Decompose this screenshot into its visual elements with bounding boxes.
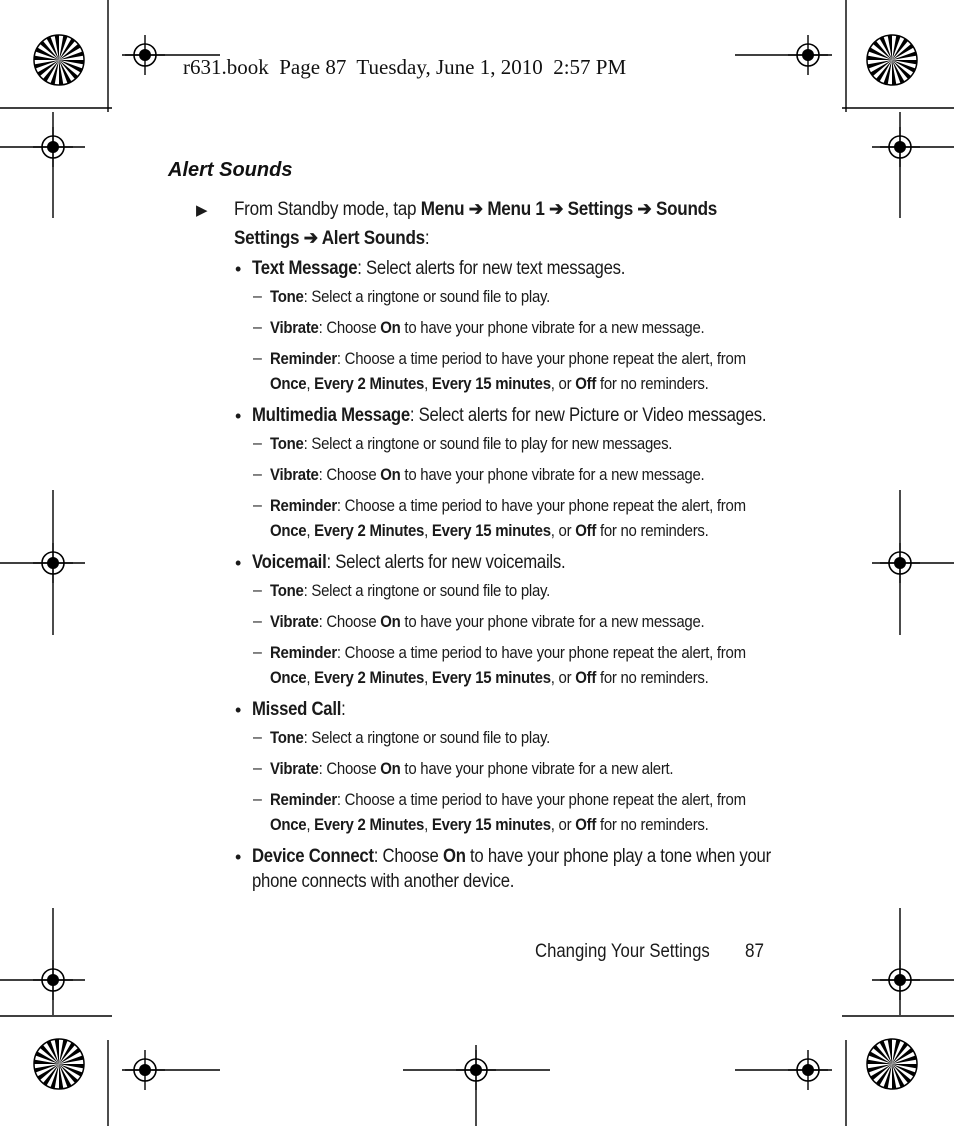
sub-item [270,788,746,812]
intro-suffix: : [424,228,430,249]
sub-item-desc: : Select a ringtone or sound file to play. [303,581,551,600]
separator-text: , or [550,521,576,540]
list-item-continuation [252,870,514,894]
path-separator-icon: ➔ [299,228,322,249]
sub-item-label: Vibrate [270,465,319,484]
sub-item-label: Reminder [270,496,337,515]
item-desc: phone connects with another device. [252,871,515,892]
item-label: Device Connect [252,846,374,867]
list-item [252,404,766,428]
item-label: Multimedia Message [252,405,410,426]
separator-text: , or [550,374,576,393]
sub-item [270,726,550,750]
sub-item-label: Vibrate [270,318,319,337]
sub-item-desc: : Select a ringtone or sound file to play. [303,728,551,747]
option-value: Every 2 Minutes [314,374,425,393]
option-value: On [380,612,401,631]
separator-text: , [306,521,315,540]
item-label: Text Message [252,258,358,279]
sub-item-desc: to have your phone vibrate for a new message. [400,612,705,631]
sub-item-label: Vibrate [270,759,319,778]
item-desc: : Select alerts for new Picture or Video messages. [409,405,767,426]
item-label: Voicemail [252,552,327,573]
dash-bullet-icon: – [253,466,262,483]
item-desc: : [341,699,346,720]
sub-item-desc: : Choose a time period to have your phone repeat the alert, from [336,643,746,662]
sub-item-desc: : Choose [318,318,381,337]
sub-item-desc: to have your phone vibrate for a new alert. [400,759,674,778]
separator-text: , or [550,815,576,834]
option-value: Every 2 Minutes [314,521,425,540]
bullet-icon: • [235,553,242,573]
separator-text: , [424,815,432,834]
sub-item-label: Tone [270,581,304,600]
option-value: Once [270,815,307,834]
option-value: Off [575,521,597,540]
sub-item-desc: to have your phone vibrate for a new message. [400,465,705,484]
print-header: r631.book Page 87 Tuesday, June 1, 2010 2:57 PM [183,55,627,79]
sub-item-desc: for no reminders. [596,521,709,540]
dash-bullet-icon: – [253,582,262,599]
separator-text: , [424,521,432,540]
sub-item [270,285,550,309]
sub-item-label: Tone [270,728,304,747]
sub-item-desc: : Choose [318,612,381,631]
sub-item [270,579,550,603]
sub-item [270,432,672,456]
sub-item-desc: : Select a ringtone or sound file to play for new messages. [303,434,673,453]
dash-bullet-icon: – [253,319,262,336]
option-value: Every 15 minutes [431,374,551,393]
menu-path-item: Alert Sounds [321,228,425,249]
dash-bullet-icon: – [253,729,262,746]
menu-path-item: Menu [420,199,465,220]
option-value: On [380,318,401,337]
section-title: Alert Sounds [168,159,293,181]
sub-item-continuation [270,372,709,396]
bullet-arrow-icon: ▶ [196,202,208,219]
sub-item-desc: : Choose a time period to have your phone repeat the alert, from [336,349,746,368]
page-number: 87 [745,941,765,962]
list-item [252,257,625,281]
intro-prefix: From Standby mode, tap [234,199,421,220]
separator-text: , [306,374,315,393]
path-separator-icon: ➔ [544,199,568,220]
sub-item-desc: : Choose [318,759,381,778]
bullet-icon: • [235,847,242,867]
bullet-icon: • [235,700,242,720]
menu-path-item: Settings [567,199,633,220]
sub-item [270,347,746,371]
separator-text: , [424,374,432,393]
sub-item-desc: for no reminders. [596,374,709,393]
separator-text: , [306,668,315,687]
dash-bullet-icon: – [253,760,262,777]
separator-text: , [306,815,315,834]
menu-path-item: Sounds Settings [234,199,718,249]
footer-section: Changing Your Settings [535,941,710,962]
sub-item-desc: : Select a ringtone or sound file to play. [303,287,551,306]
sub-item-desc: : Choose a time period to have your phone repeat the alert, from [336,790,746,809]
option-value: Every 15 minutes [431,521,551,540]
sub-item [270,494,746,518]
dash-bullet-icon: – [253,644,262,661]
sub-item-desc: for no reminders. [596,668,709,687]
list-item [252,698,345,722]
list-item [252,845,771,869]
item-desc: : Select alerts for new text messages. [357,258,626,279]
option-value: On [442,846,466,867]
path-separator-icon: ➔ [464,199,488,220]
sub-item-continuation [270,666,709,690]
dash-bullet-icon: – [253,791,262,808]
sub-item-continuation [270,519,709,543]
sub-item-label: Reminder [270,790,337,809]
path-separator-icon: ➔ [632,199,656,220]
option-value: Once [270,374,307,393]
sub-item-desc: for no reminders. [596,815,709,834]
item-desc: : Choose [373,846,443,867]
sub-item [270,463,704,487]
dash-bullet-icon: – [253,613,262,630]
option-value: Every 15 minutes [431,668,551,687]
option-value: Every 2 Minutes [314,668,425,687]
option-value: On [380,465,401,484]
item-desc: to have your phone play a tone when your [465,846,771,867]
separator-text: , [424,668,432,687]
sub-item-label: Tone [270,434,304,453]
item-label: Missed Call [252,699,342,720]
sub-item-desc: to have your phone vibrate for a new message. [400,318,705,337]
dash-bullet-icon: – [253,435,262,452]
option-value: Once [270,668,307,687]
option-value: Every 2 Minutes [314,815,425,834]
sub-item-label: Vibrate [270,612,319,631]
option-value: Off [575,668,597,687]
bullet-icon: • [235,406,242,426]
sub-item [270,757,673,781]
option-value: Off [575,374,597,393]
dash-bullet-icon: – [253,497,262,514]
item-desc: : Select alerts for new voicemails. [326,552,566,573]
sub-item-desc: : Choose [318,465,381,484]
intro-instruction [234,195,738,253]
option-value: Every 15 minutes [431,815,551,834]
list-item [252,551,565,575]
option-value: Once [270,521,307,540]
sub-item-label: Tone [270,287,304,306]
menu-path-item: Menu 1 [487,199,545,220]
sub-item [270,641,746,665]
sub-item [270,316,704,340]
sub-item [270,610,704,634]
dash-bullet-icon: – [253,350,262,367]
sub-item-label: Reminder [270,349,337,368]
bullet-icon: • [235,259,242,279]
sub-item-desc: : Choose a time period to have your phone repeat the alert, from [336,496,746,515]
option-value: On [380,759,401,778]
option-value: Off [575,815,597,834]
sub-item-continuation [270,813,709,837]
dash-bullet-icon: – [253,288,262,305]
separator-text: , or [550,668,576,687]
sub-item-label: Reminder [270,643,337,662]
